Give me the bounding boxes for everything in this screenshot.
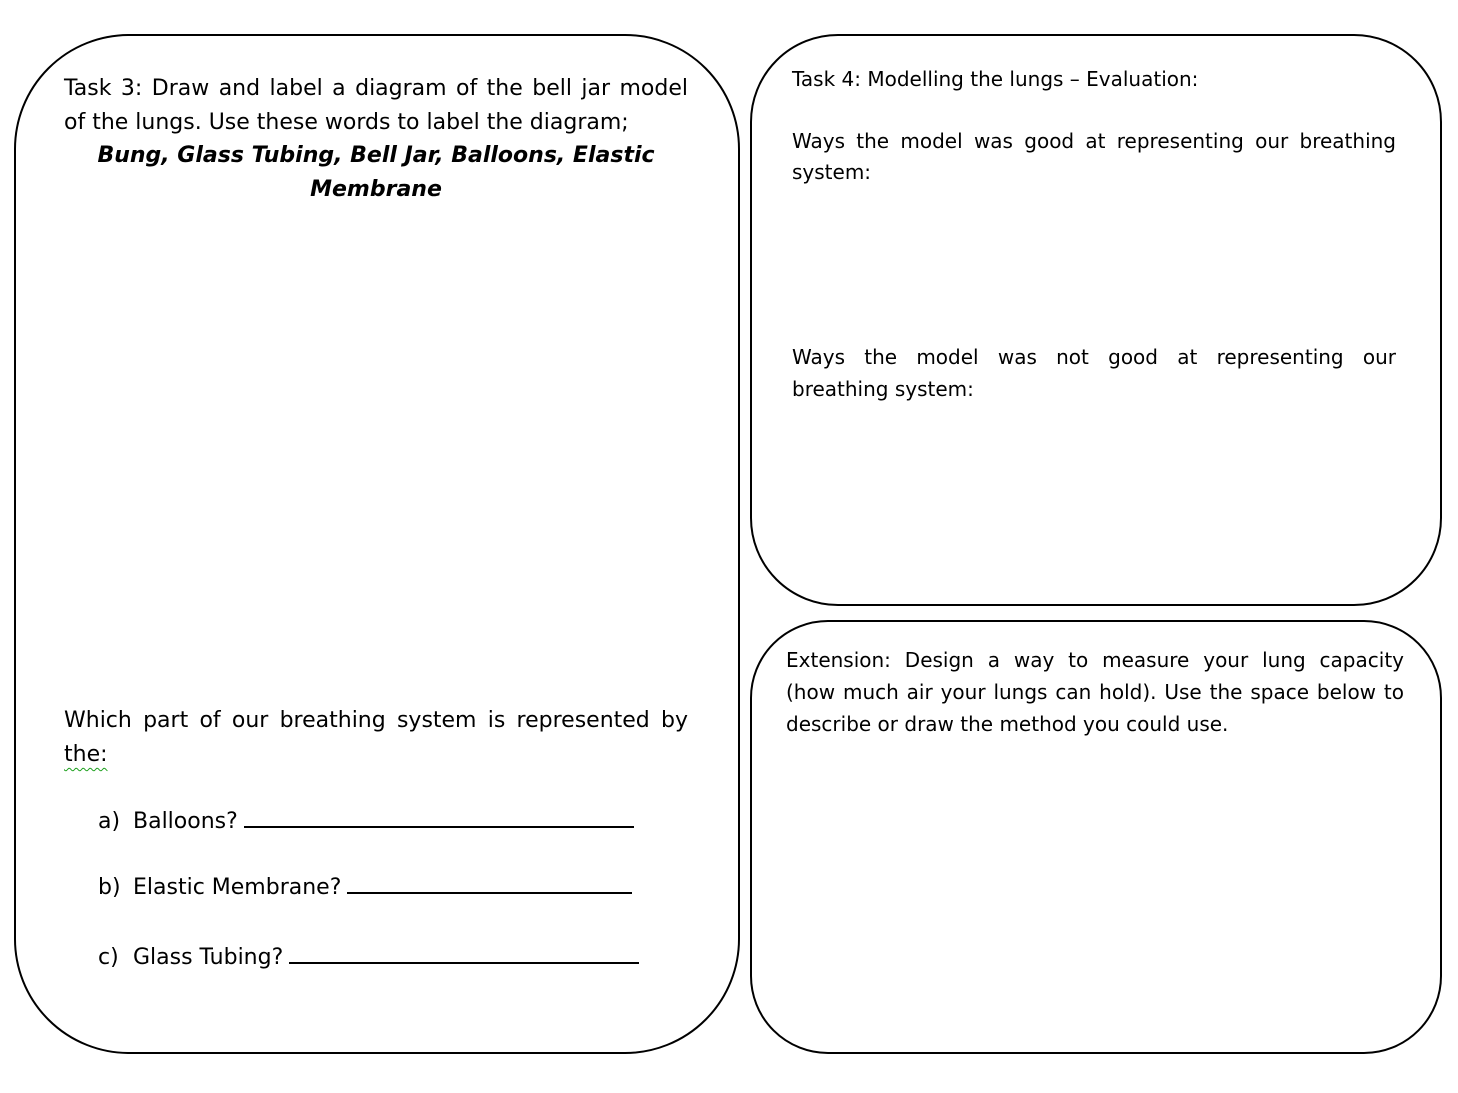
extension-line3: describe or draw the method you could use. <box>786 712 1229 736</box>
task3-instruction-line2: of the lungs. Use these words to label the diagram; <box>64 110 629 135</box>
task3-question-line2 <box>64 738 688 772</box>
extension-line1: Extension: Design a way to measure your lung capacity <box>786 648 1404 672</box>
question-c <box>98 942 639 973</box>
question-b-marker: b) <box>98 875 121 900</box>
extension-line2: (how much air your lungs can hold). Use the space below to <box>786 680 1404 704</box>
task3-question-line1: Which part of our breathing system is represented by <box>64 708 688 733</box>
spellcheck-underline: the: <box>64 742 108 767</box>
question-a-answer-line[interactable] <box>244 806 634 828</box>
question-b <box>98 872 632 903</box>
task3-keywords-line1: Bung, Glass Tubing, Bell Jar, Balloons, Elastic <box>97 143 655 168</box>
task4-good-line2: system: <box>792 160 872 184</box>
task4-good-line1: Ways the model was good at representing our breathing <box>792 129 1396 153</box>
task4-title: Task 4: Modelling the lungs – Evaluation: <box>792 67 1199 91</box>
question-b-label: Elastic Membrane? <box>133 875 342 900</box>
question-a <box>98 806 634 837</box>
question-c-label: Glass Tubing? <box>133 945 284 970</box>
task4-notgood-line1: Ways the model was not good at representing our <box>792 345 1396 369</box>
task3-keywords-line2: Membrane <box>310 177 442 202</box>
question-c-marker: c) <box>98 945 119 970</box>
task3-instruction-line1: Task 3: Draw and label a diagram of the bell jar model <box>64 76 688 101</box>
question-a-marker: a) <box>98 809 121 834</box>
task4-panel <box>750 34 1442 606</box>
question-b-answer-line[interactable] <box>347 872 632 894</box>
task4-notgood-line2: breathing system: <box>792 377 974 401</box>
question-a-label: Balloons? <box>133 809 238 834</box>
question-c-answer-line[interactable] <box>289 942 639 964</box>
